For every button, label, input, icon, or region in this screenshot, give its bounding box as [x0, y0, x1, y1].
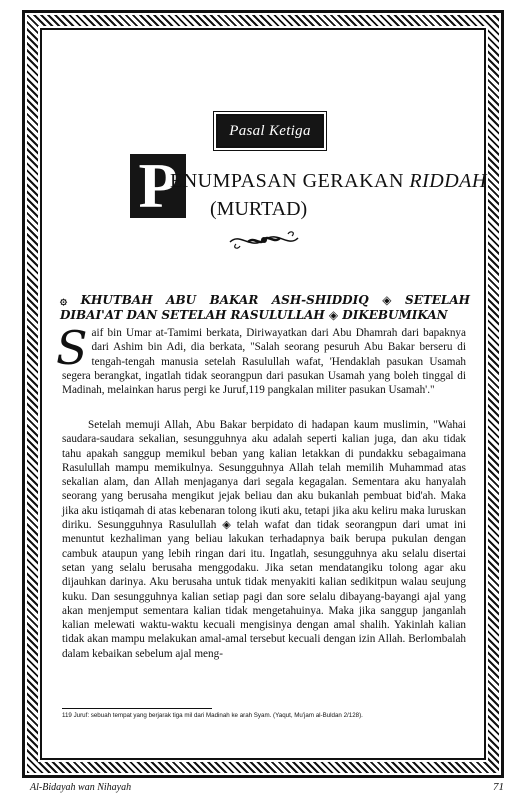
- paragraph-1: [56, 321, 466, 397]
- section-heading: [60, 293, 470, 323]
- footnote: 119 Juruf: sebuah tempat yang berjarak tiga mil dari Madinah ke arah Syam. (Yaqut, Mu'jam al-Buldan 2/128).: [62, 712, 363, 719]
- paragraph-1-dropcap: S: [56, 321, 88, 375]
- title-line-1: [170, 170, 487, 193]
- title-dropcap: P: [130, 154, 186, 218]
- title-ornament-icon: [228, 228, 300, 252]
- footer-book-title: Al-Bidayah wan Nihayah: [30, 782, 132, 793]
- paragraph-2: Setelah memuji Allah, Abu Bakar berpidato di hadapan kaum muslimin, "Wahai saudara-saudara sekalian, sesungguhnya aku adalah seperti kalian juga, dan aku tidak tahu apakah sanggup memikul beban yang kalian letakkan di pundakku sebagaimana Rasulullah mampu memikulnya. Sesungguhnya Allah telah memilih Muhammad atas sekalian alam, dan Allah menjaganya dari segala kegagalan. Sementara aku hanyalah seorang yang berusaha mengikut jejak beliau dan aku bukanlah pembuat bid'ah. Maka jika aku istiqamah di atas kebenaran tolong ikuti aku, tetapi jika aku keliru maka luruskan diriku. Sesungguhnya Rasulullah ◈ telah wafat dan tidak seorangpun dari umat ini menuntut kezhaliman yang beliau lakukan terhadapnya baik berupa pukulan dengan cambuk ataupun yang lebih ringan dari itu. Ingatlah, sesungguhnya aku selalu disertai setan yang selalu berusaha menggodaku. Jika setan mendatangiku tolong agar aku dijauhkan darinya. Aku berusaha untuk tidak menyakiti kalian sedikitpun walau seujung kuku. Dan sesungguhnya kalian setiap pagi dan sore selalu dibayang-bayangi ajal yang akan menjemput sementara kalian tidak mengetahuinya. Maka jika sanggup janganlah kalian melewati waktu-waktu kecuali mengisinya dengan amal shalih. Yakinlah kalian tidak akan mampu melakukan amal-amal tersebut kecuali dengan izin Allah. Berlombalah dalam kebaikan sebelum ajal meng-: [62, 419, 466, 660]
- section-heading-symbol: ۞: [60, 293, 68, 307]
- footnote-divider: [62, 708, 212, 709]
- paragraph-1-text: aif bin Umar at-Tamimi berkata, Diriwayatkan dari Abu Dhamrah dari bapaknya dari Ashim bin Adi, dia berkata, "Salah seorang pesuruh Abu Bakar berseru di tengah-tengah manusia setelah Rasulullah wafat, 'Hendaklah pasukan Usamah segera berangkat, ingatlah tidak seorangpun dari pasukan Usamah yang boleh tinggal di Madinah, melainkan harus pergi ke Juruf,119 pangkalan militer pasukan Usamah'.": [62, 327, 466, 397]
- chapter-banner: [216, 114, 324, 148]
- chapter-label: Pasal Ketiga: [229, 122, 311, 139]
- chapter-title: [130, 150, 487, 230]
- footer-page-number: 71: [493, 781, 504, 793]
- title-line-1-italic: RIDDAH: [409, 170, 487, 192]
- section-heading-text: KHUTBAH ABU BAKAR ASH-SHIDDIQ ◈ SETELAH DIBAI'AT DAN SETELAH RASULULLAH ◈ DIKEBUMIKAN: [60, 293, 470, 322]
- title-line-1-plain: ENUMPASAN GERAKAN: [170, 170, 410, 192]
- title-line-2: (MURTAD): [210, 198, 308, 220]
